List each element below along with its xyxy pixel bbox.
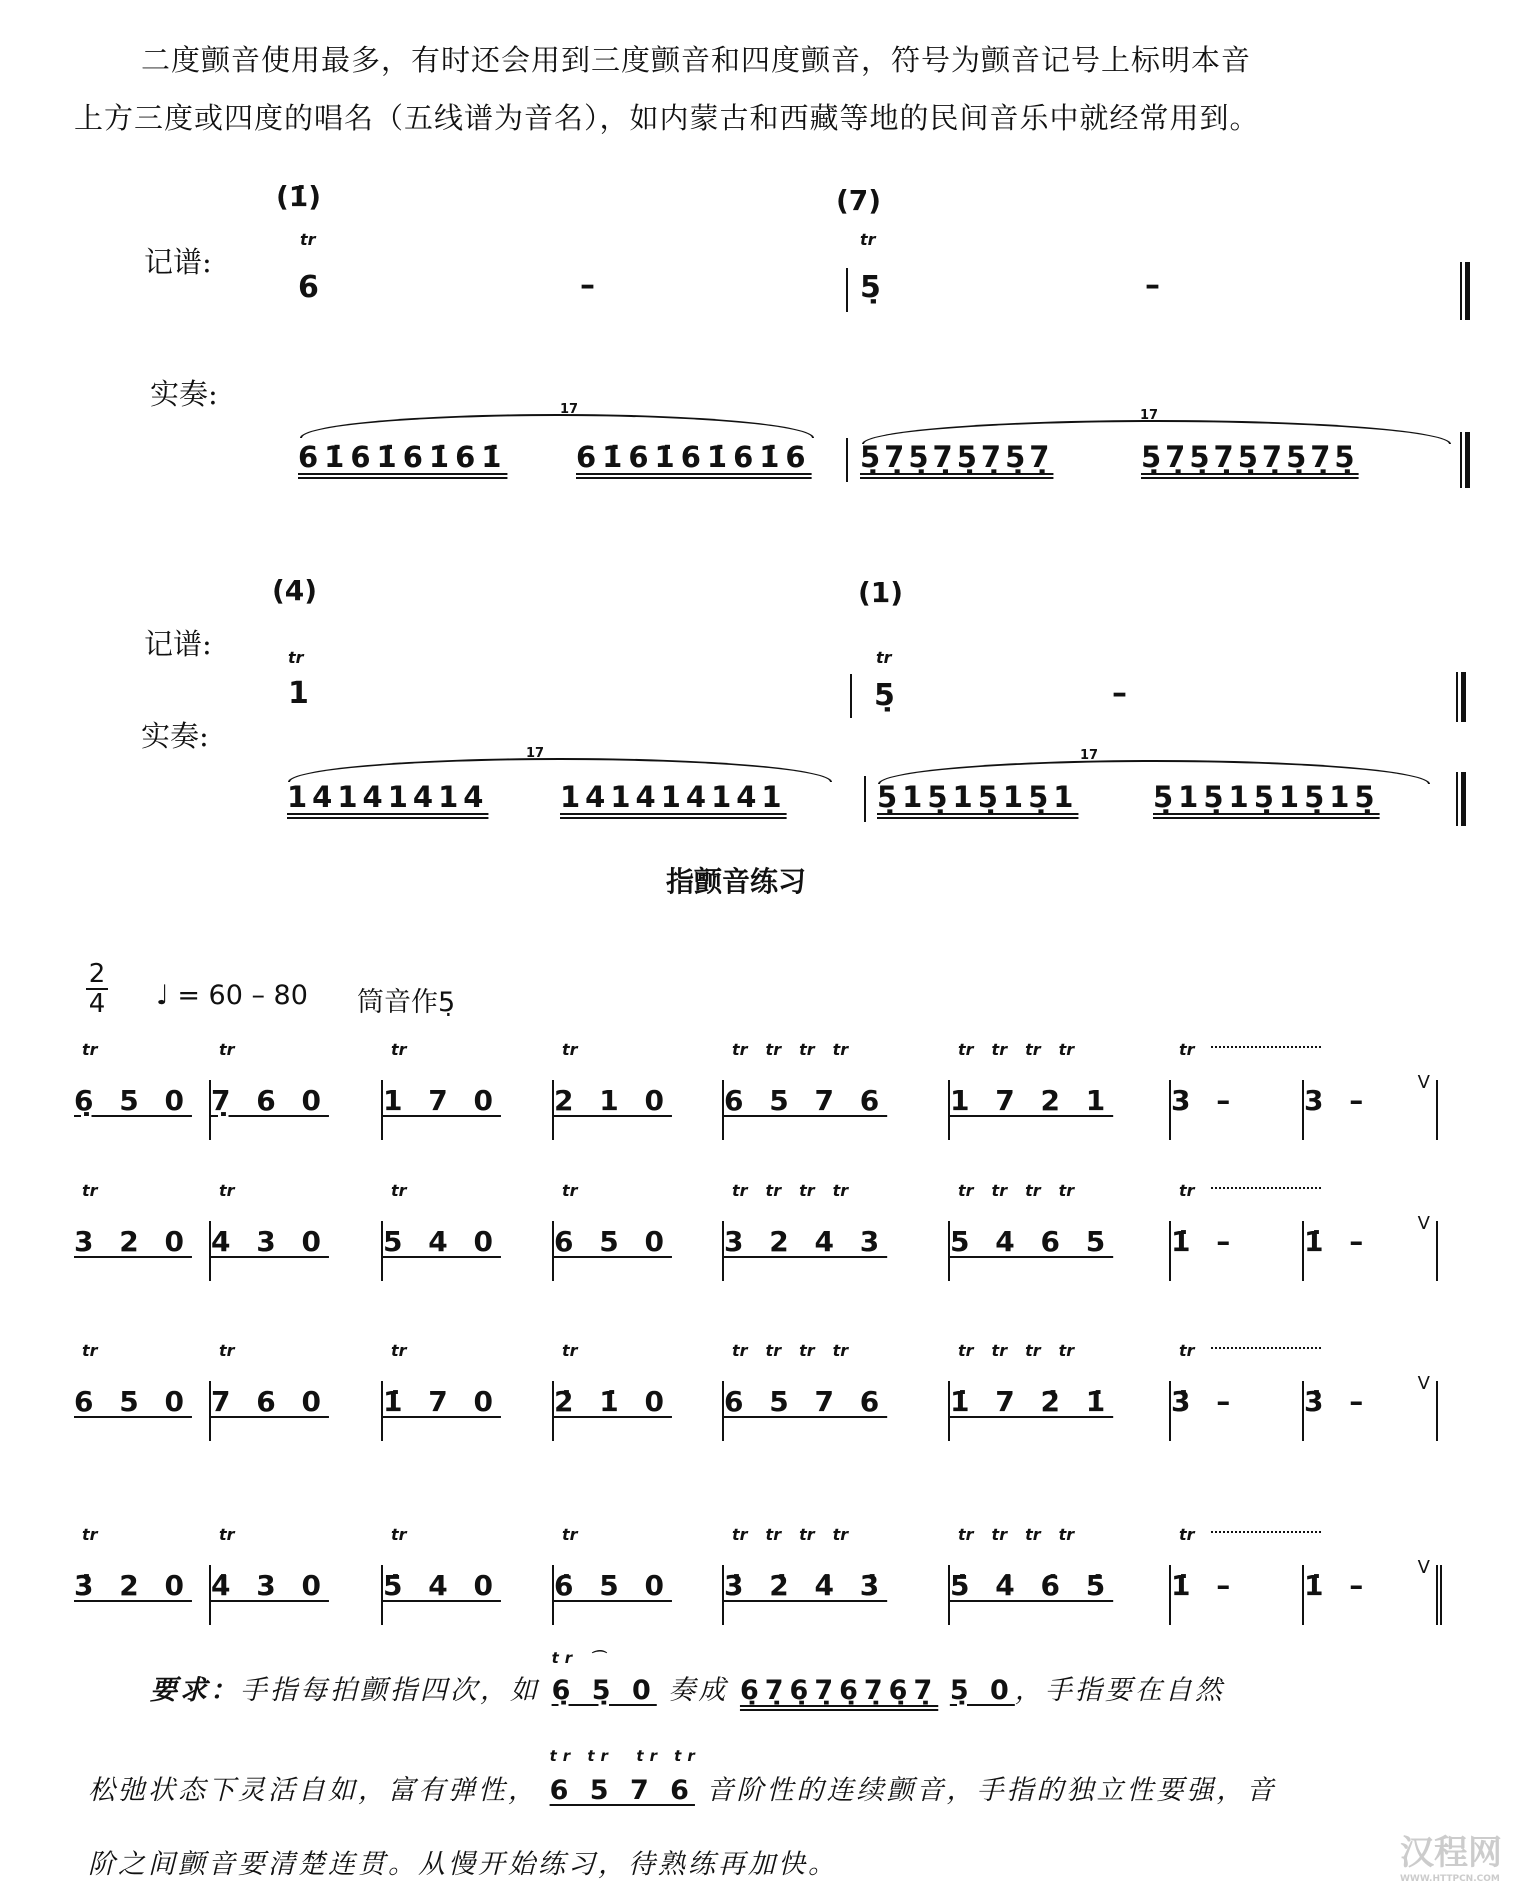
trill-mark: tr	[732, 1181, 748, 1200]
measure-notes: 4̇ 3 0	[211, 1569, 329, 1602]
requirement-label: 要求：	[150, 1675, 240, 1706]
trill-mark: tr	[219, 1181, 235, 1200]
trill-mark: tr	[219, 1525, 235, 1544]
trill-mark: tr	[82, 1341, 98, 1360]
measure-notes: 6 5 0	[554, 1225, 672, 1258]
trill-marks	[219, 1040, 253, 1059]
notated-note: 1	[288, 676, 309, 711]
trill-marks	[219, 1525, 253, 1544]
double-barline	[1456, 772, 1466, 826]
actual-notes: 61̇61̇61̇61̇	[298, 440, 508, 474]
measure-notes: 5̇ 4̇ 6̇ 5̇	[950, 1569, 1114, 1602]
trill-mark: tr	[958, 1525, 974, 1544]
trill-mark: tr	[860, 230, 876, 249]
trill-marks	[1179, 1181, 1213, 1200]
double-barline	[1460, 262, 1470, 320]
notes	[554, 1569, 672, 1602]
trill-marks	[562, 1525, 596, 1544]
notes	[950, 1225, 1113, 1258]
trill-mark: tr	[765, 1341, 782, 1360]
notes	[74, 1084, 192, 1117]
trill-marks	[732, 1525, 866, 1544]
measure-notes: 3̇ –	[1304, 1385, 1372, 1418]
measure-notes: 5 4 6 5	[950, 1225, 1114, 1258]
trill-mark: tr	[219, 1040, 235, 1059]
trill-mark: tr	[1025, 1341, 1041, 1360]
breath-mark: V	[1417, 1557, 1430, 1578]
trill-wavy-line	[1211, 1347, 1321, 1357]
measure	[211, 1525, 383, 1625]
trill-mark: tr	[991, 1341, 1008, 1360]
actual-notes: 5̣15̣15̣15̣1	[877, 780, 1079, 814]
tuplet-slur	[288, 758, 832, 782]
measure	[1171, 1181, 1304, 1281]
measure	[74, 1341, 211, 1441]
double-barline	[1460, 432, 1470, 488]
trill-marks	[391, 1341, 425, 1360]
notes	[211, 1569, 329, 1602]
trill-wavy-line	[1211, 1187, 1321, 1197]
trill-mark: tr	[1058, 1040, 1075, 1059]
breath-mark: V	[1417, 1213, 1430, 1234]
trill-mark: tr	[219, 1341, 235, 1360]
trill-marks	[958, 1181, 1092, 1200]
measure	[1171, 1040, 1304, 1140]
measure	[1171, 1341, 1304, 1441]
notes	[74, 1225, 192, 1258]
measure	[554, 1525, 724, 1625]
trill-mark: tr	[958, 1181, 974, 1200]
actual-notes: 5̣7̣5̣7̣5̣7̣5̣7̣5̣	[1141, 440, 1359, 474]
exercise-title: 指颤音练习	[666, 865, 807, 898]
trill-mark: tr	[832, 1181, 849, 1200]
notes	[724, 1569, 887, 1602]
measure	[724, 1341, 950, 1441]
trill-mark: tr	[1179, 1525, 1195, 1544]
measure	[1304, 1557, 1442, 1625]
requirement-text: 松弛状态下灵活自如，富有弹性，	[88, 1775, 538, 1806]
notated-note: 6	[298, 270, 319, 305]
tuplet-number: 17	[1140, 408, 1159, 423]
notes	[211, 1084, 329, 1117]
notes	[1171, 1225, 1238, 1258]
trill-mark: tr	[562, 1525, 578, 1544]
measure	[383, 1040, 554, 1140]
notes	[1304, 1084, 1371, 1117]
example-scale-trill: tr tr tr tr 6 5 7 6	[549, 1747, 701, 1806]
trill-mark: tr	[991, 1525, 1008, 1544]
notes	[554, 1225, 672, 1258]
tuplet-number: 17	[526, 746, 545, 761]
trill-marks	[958, 1040, 1092, 1059]
notes	[383, 1385, 501, 1418]
requirement-text: 音阶性的连续颤音，手指的独立性要强，音	[706, 1775, 1277, 1806]
trill-marks	[562, 1040, 596, 1059]
trill-mark: tr	[991, 1040, 1008, 1059]
measure-notes: 4 3 0	[211, 1225, 329, 1258]
actual-notes: 5̣15̣15̣15̣15̣	[1153, 780, 1380, 814]
measure	[74, 1181, 211, 1281]
trill-mark: tr	[799, 1181, 815, 1200]
trill-marks	[732, 1341, 866, 1360]
notes	[950, 1385, 1113, 1418]
trill-mark: tr	[1025, 1525, 1041, 1544]
actual-label: 实奏:	[141, 719, 209, 753]
example-played-rest: 5̣ 0	[949, 1675, 1015, 1706]
barline	[846, 438, 848, 482]
actual-notes: 5̣7̣5̣7̣5̣7̣5̣7̣	[860, 440, 1054, 474]
notes	[950, 1569, 1113, 1602]
exercise-row	[74, 1341, 1438, 1441]
aux-note: (1)	[858, 576, 904, 609]
trill-mark: tr	[82, 1181, 98, 1200]
measure-notes: 3̇ 2 0	[74, 1569, 192, 1602]
trill-mark: tr	[732, 1040, 748, 1059]
trill-marks	[1179, 1341, 1213, 1360]
exercise-row	[74, 1040, 1438, 1140]
trill-mark: tr	[562, 1040, 578, 1059]
measure	[554, 1181, 724, 1281]
exercise-row	[74, 1525, 1442, 1625]
trill-mark: tr	[832, 1040, 849, 1059]
barline	[850, 674, 852, 718]
aux-note: (4)	[272, 574, 318, 607]
measure-notes: 1̇ 7 0	[383, 1385, 501, 1418]
measure-notes: 6̇ 5 0	[554, 1569, 672, 1602]
trill-mark: tr	[391, 1341, 407, 1360]
trill-mark: tr	[391, 1525, 407, 1544]
intro-line-1: 二度颤音使用最多，有时还会用到三度颤音和四度颤音，符号为颤音记号上标明本音	[141, 43, 1252, 77]
notes	[554, 1084, 672, 1117]
exercise-row	[74, 1181, 1438, 1281]
trill-mark: tr	[991, 1181, 1008, 1200]
measure	[1304, 1072, 1438, 1140]
measure	[1171, 1525, 1304, 1625]
notes	[74, 1385, 192, 1418]
measure-notes: 1̇ 7 2̇ 1̇	[950, 1385, 1114, 1418]
measure-notes: 1 7 0	[383, 1084, 501, 1117]
trill-wavy-line	[1211, 1046, 1321, 1056]
notes	[1304, 1385, 1371, 1418]
breath-mark: V	[1417, 1373, 1430, 1394]
actual-notes: 141414141	[560, 780, 787, 814]
notes	[383, 1569, 501, 1602]
barline	[864, 776, 866, 822]
trill-mark: tr	[1179, 1181, 1195, 1200]
trill-mark: tr	[799, 1341, 815, 1360]
measure	[383, 1525, 554, 1625]
aux-note: (1̇)	[276, 180, 322, 213]
trill-marks	[562, 1341, 596, 1360]
requirement-text: 奏成	[668, 1675, 729, 1706]
tuplet-number: 17	[1080, 748, 1099, 763]
dash: –	[1145, 268, 1160, 303]
measure	[74, 1040, 211, 1140]
trill-mark: tr	[765, 1525, 782, 1544]
notes	[74, 1569, 192, 1602]
breath-mark: V	[1417, 1072, 1430, 1093]
measure	[74, 1525, 211, 1625]
trill-mark: tr	[1179, 1040, 1195, 1059]
notes	[383, 1225, 501, 1258]
time-signature	[86, 960, 108, 1018]
trill-wavy-line	[1211, 1531, 1321, 1541]
measure-notes: 6 5 7 6	[724, 1084, 888, 1117]
dash: –	[580, 268, 595, 303]
notes	[950, 1084, 1113, 1117]
trill-marks	[732, 1040, 866, 1059]
notation-label: 记谱:	[144, 627, 212, 661]
time-sig-top: 2	[88, 959, 106, 989]
trill-mark: tr	[832, 1525, 849, 1544]
measure-notes: 3 –	[1171, 1084, 1239, 1117]
measure-notes: 2̇ 1̇ 0	[554, 1385, 672, 1418]
barline	[846, 268, 848, 312]
tuning-marking: 筒音作5̣	[357, 987, 456, 1018]
trill-mark: tr	[832, 1341, 849, 1360]
measure	[724, 1040, 950, 1140]
dash: –	[1112, 676, 1127, 711]
measure	[554, 1040, 724, 1140]
measure-notes: 1 7 2 1	[950, 1084, 1114, 1117]
trill-marks	[562, 1181, 596, 1200]
notes	[724, 1084, 887, 1117]
trill-mark: tr	[288, 648, 304, 667]
tuplet-number: 17	[560, 402, 579, 417]
tempo-marking: ♩ = 60 – 80	[156, 980, 308, 1011]
trill-mark: tr	[732, 1525, 748, 1544]
trill-mark: tr	[732, 1341, 748, 1360]
trill-marks	[391, 1040, 425, 1059]
time-sig-bottom: 4	[88, 989, 106, 1019]
notes	[724, 1385, 887, 1418]
tuplet-slur	[300, 414, 814, 438]
trill-mark: tr	[562, 1341, 578, 1360]
measure-notes: 6 5 7 6	[724, 1385, 888, 1418]
notes	[211, 1225, 329, 1258]
measure-notes: 5̇ 4 0	[383, 1569, 501, 1602]
measure	[1304, 1213, 1438, 1281]
notes	[1171, 1385, 1238, 1418]
trill-marks	[958, 1525, 1092, 1544]
trill-marks	[1179, 1040, 1213, 1059]
trill-marks	[82, 1040, 116, 1059]
measure	[211, 1341, 383, 1441]
trill-mark: tr	[1058, 1341, 1075, 1360]
actual-label: 实奏:	[150, 377, 218, 411]
trill-marks	[219, 1181, 253, 1200]
notes	[1304, 1225, 1371, 1258]
measure-notes: 1̇ –	[1304, 1569, 1372, 1602]
trill-marks	[82, 1525, 116, 1544]
trill-marks	[82, 1341, 116, 1360]
trill-mark: tr	[1025, 1181, 1041, 1200]
trill-mark: tr	[876, 648, 892, 667]
trill-mark: tr	[1179, 1341, 1195, 1360]
measure	[724, 1181, 950, 1281]
watermark-logo: 汉程网 WWW.HTTPCN.COM	[1400, 1833, 1502, 1884]
measure-notes: 3 2 4 3	[724, 1225, 888, 1258]
requirement-text: ，手指要在自然	[1014, 1675, 1225, 1706]
measure-notes: 1̇ –	[1304, 1225, 1372, 1258]
measure	[724, 1525, 950, 1625]
measure-notes: 1̇ –	[1171, 1569, 1239, 1602]
notated-note: 5̣	[874, 678, 895, 713]
trill-mark: tr	[1025, 1040, 1041, 1059]
requirement-line-3: 阶之间颤音要清楚连贯。从慢开始练习，待熟练再加快。	[88, 1849, 838, 1880]
notes	[724, 1225, 887, 1258]
trill-marks	[391, 1525, 425, 1544]
trill-mark: tr	[765, 1040, 782, 1059]
measure	[211, 1040, 383, 1140]
measure-notes: 7̣ 6 0	[211, 1084, 329, 1117]
trill-mark: tr	[82, 1525, 98, 1544]
notes	[1171, 1569, 1238, 1602]
notes	[1171, 1084, 1238, 1117]
measure	[950, 1040, 1171, 1140]
measure-notes: 3 –	[1304, 1084, 1372, 1117]
measure-notes: 6 5 0	[74, 1385, 192, 1418]
trill-mark: tr	[82, 1040, 98, 1059]
notes	[211, 1385, 329, 1418]
actual-notes: 61̇61̇61̇61̇6	[576, 440, 812, 474]
measure	[950, 1341, 1171, 1441]
measure-notes: 3 2 0	[74, 1225, 192, 1258]
trill-mark: tr	[562, 1181, 578, 1200]
measure	[950, 1525, 1171, 1625]
requirement-text: 手指每拍颤指四次，如	[240, 1675, 540, 1706]
trill-mark: tr	[391, 1181, 407, 1200]
trill-mark: tr	[799, 1040, 815, 1059]
trill-marks	[391, 1181, 425, 1200]
double-barline	[1456, 672, 1466, 722]
actual-notes: 14141414	[287, 780, 489, 814]
measure-notes: 7 6 0	[211, 1385, 329, 1418]
trill-mark: tr	[958, 1040, 974, 1059]
trill-mark: tr	[765, 1181, 782, 1200]
trill-mark: tr	[300, 230, 316, 249]
trill-marks	[958, 1341, 1092, 1360]
measure-notes: 3̇ 2̇ 4̇ 3̇	[724, 1569, 888, 1602]
notes	[383, 1084, 501, 1117]
measure	[950, 1181, 1171, 1281]
trill-marks	[732, 1181, 866, 1200]
example-trill-notation: tr ⌒ 6̣ 5̣ 0	[551, 1649, 657, 1706]
measure-notes: 3̇ –	[1171, 1385, 1239, 1418]
measure-notes: 6̣ 5 0	[74, 1084, 192, 1117]
measure-notes: 1̇ –	[1171, 1225, 1239, 1258]
trill-marks	[82, 1181, 116, 1200]
notes	[554, 1385, 672, 1418]
intro-line-2: 上方三度或四度的唱名（五线谱为音名），如内蒙古和西藏等地的民间音乐中就经常用到。	[74, 101, 1260, 135]
trill-marks	[219, 1341, 253, 1360]
measure	[554, 1341, 724, 1441]
measure	[383, 1181, 554, 1281]
measure-notes: 5 4 0	[383, 1225, 501, 1258]
trill-marks	[1179, 1525, 1213, 1544]
aux-note: (7)	[836, 184, 882, 217]
measure	[211, 1181, 383, 1281]
notes	[1304, 1569, 1371, 1602]
measure	[1304, 1373, 1438, 1441]
trill-mark: tr	[1058, 1181, 1075, 1200]
example-played-notes: 6̣7̣6̣7̣6̣7̣6̣7̣	[739, 1675, 939, 1706]
trill-mark: tr	[1058, 1525, 1075, 1544]
requirement-line-1	[150, 1649, 1225, 1707]
requirement-line-2	[88, 1747, 1277, 1807]
notated-note: 5̣	[860, 270, 881, 305]
trill-mark: tr	[958, 1341, 974, 1360]
trill-mark: tr	[391, 1040, 407, 1059]
notation-label: 记谱:	[144, 245, 212, 279]
measure	[383, 1341, 554, 1441]
trill-mark: tr	[799, 1525, 815, 1544]
measure-notes: 2 1 0	[554, 1084, 672, 1117]
